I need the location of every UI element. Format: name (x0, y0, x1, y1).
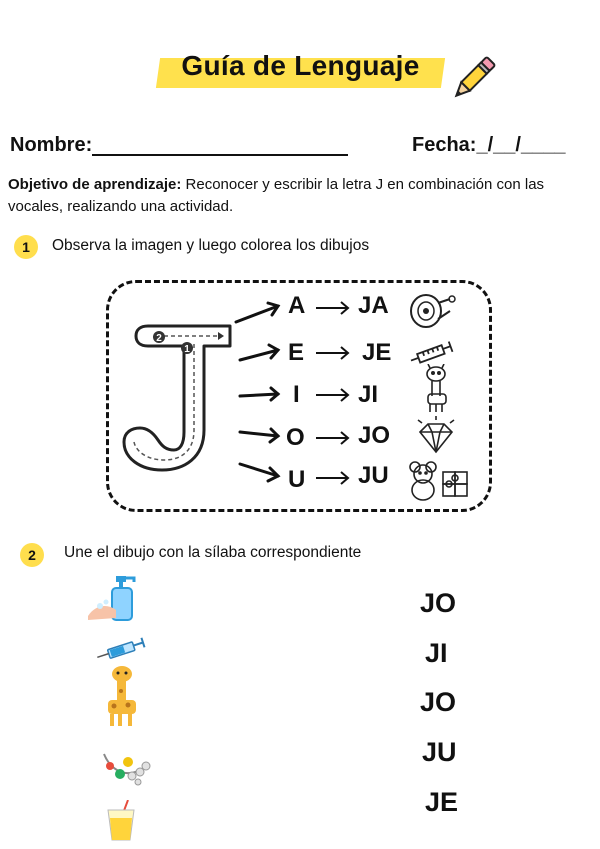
match-syllable-4[interactable]: JU (422, 737, 457, 767)
fecha-mask[interactable]: _/__/____ (476, 134, 566, 156)
vowel-a: A (288, 292, 306, 319)
letter-j-tracing (118, 318, 238, 473)
syringe-icon[interactable] (94, 634, 152, 664)
syllable-ji: JI (358, 381, 379, 408)
arrow-right-icon (314, 430, 352, 446)
vowel-u: U (288, 466, 306, 493)
vowel-o: O (286, 424, 305, 451)
arrow-right-icon (314, 345, 352, 361)
syllable-jo: JO (358, 422, 391, 449)
fecha-label: Fecha: (412, 134, 477, 156)
syllable-ju: JU (358, 462, 389, 489)
step-2-badge: 2 (20, 543, 44, 567)
giraffe-icon (414, 364, 462, 414)
vowel-i: I (293, 381, 300, 408)
arrow-right-icon (314, 387, 352, 403)
objective-body: Reconocer y escribir la letra J en combinación con las vocales, realizando una actividad. (8, 176, 545, 215)
objective-text (8, 174, 583, 218)
nombre-label: Nombre: (10, 134, 93, 156)
step-2-instruction: Une el dibujo con la sílaba correspondiente (64, 544, 362, 561)
juice-icon[interactable] (104, 800, 138, 842)
page-title: Guía de Lenguaje (181, 50, 420, 81)
jewelry-icon[interactable] (98, 744, 154, 788)
vowel-e: E (288, 339, 305, 366)
arrow-right-icon (314, 300, 352, 316)
nombre-line[interactable] (92, 135, 348, 156)
objective-label: Objetivo de aprendizaje: (8, 176, 182, 193)
ham-icon (408, 289, 456, 333)
match-syllable-5[interactable]: JE (425, 787, 459, 817)
toys-icon (405, 458, 471, 502)
syllable-je: JE (362, 339, 392, 366)
step-1-instruction: Observa la imagen y luego colorea los dibujos (52, 237, 370, 254)
soap-icon[interactable] (86, 574, 140, 624)
step-1-badge: 1 (14, 235, 38, 259)
fecha-field[interactable] (412, 134, 565, 156)
match-syllable-3[interactable]: JO (420, 687, 457, 717)
match-syllable-2[interactable]: JI (425, 638, 448, 668)
jewel-icon (412, 414, 460, 458)
stroke-1-number: 1 (184, 344, 190, 355)
giraffe-icon[interactable] (100, 664, 142, 728)
arrow-right-icon (314, 470, 352, 486)
title-block (158, 48, 443, 88)
match-syllable-1[interactable]: JO (420, 588, 457, 618)
nombre-field[interactable] (10, 134, 348, 156)
stroke-2-number: 2 (156, 333, 162, 344)
pencil-icon (446, 50, 502, 106)
syllable-ja: JA (358, 292, 389, 319)
j-arrows (228, 296, 284, 486)
